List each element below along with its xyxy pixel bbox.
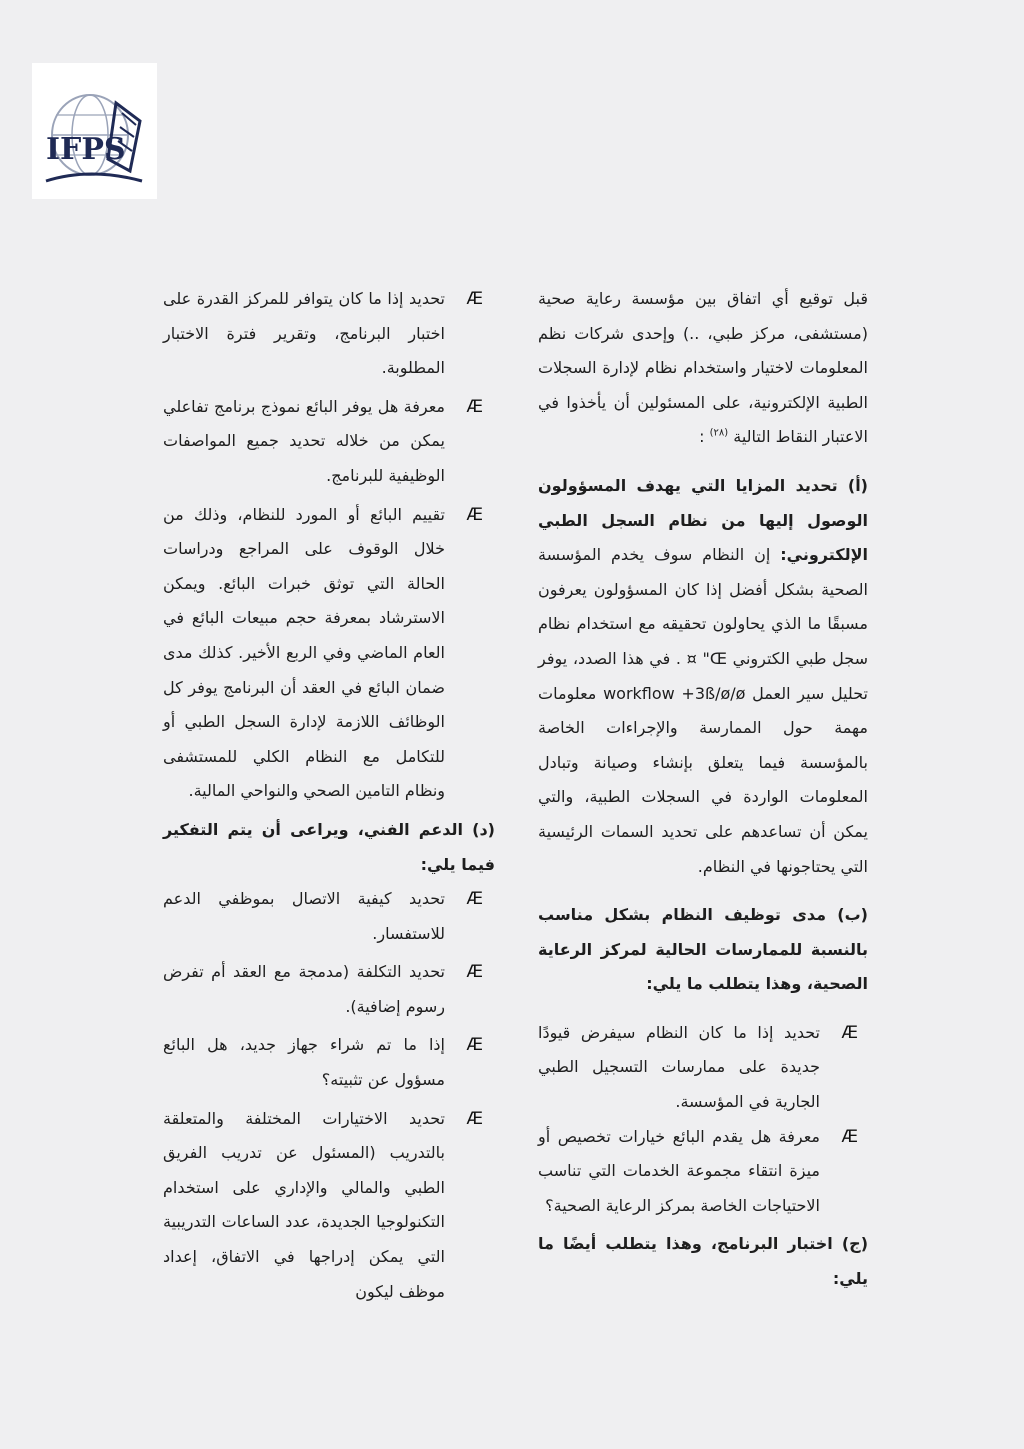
bullet-icon: Æ [466, 289, 483, 309]
section-b-list [538, 1016, 858, 1224]
section-b-heading: (ب) مدى توظيف النظام بشكل مناسب بالنسبة للممارسات الحالية لمركز الرعاية الصحية، وهذا يتطلب ما يلي: [538, 905, 868, 994]
list-item-text: تحديد كيفية الاتصال بموظفي الدعم للاستفسار. [163, 889, 445, 943]
intro-text: قبل توقيع أي اتفاق بين مؤسسة رعاية صحية (مستشفى، مركز طبي، ..) وإحدى شركات نظم المعلومات لاختيار واستخدام نظام لإدارة السجلات الطبية الإلكترونية، على المسئولين أن يأخذوا في الاعتبار النقاط التالية [538, 289, 868, 447]
intro-end: : [699, 427, 705, 447]
globe-book-logo-icon [32, 63, 157, 199]
left-column [163, 282, 495, 1309]
section-a [538, 469, 868, 884]
list-item [163, 498, 483, 809]
bullet-icon: Æ [466, 396, 483, 417]
section-c-heading: (ج) اختبار البرنامج، وهذا يتطلب أيضًا ما يلي: [538, 1234, 868, 1289]
intro-footnote-ref: (٢٨) [709, 428, 729, 440]
list-item [163, 955, 483, 1024]
list-item [538, 1120, 858, 1224]
bullet-icon: Æ [466, 1108, 483, 1129]
section-d-heading: (د) الدعم الفني، ويراعى أن يتم التفكير فيما يلي: [163, 819, 495, 874]
bullet-icon: Æ [466, 889, 483, 910]
bullet-icon: Æ [841, 1126, 858, 1147]
list-item-text: تحديد إذا ما كان يتوافر للمركز القدرة على اختبار البرنامج، وتقرير فترة الاختبار المطلوبة. [163, 289, 445, 378]
list-item-text: تحديد الاختيارات المختلفة والمتعلقة بالتدريب (المسئول عن تدريب الفريق الطبي والمالي والإداري على استخدام التكنولوجيا الجديدة، عدد الساعات التدريبية التي يمكن إدراجها في الاتفاق، إعداد موظف ليكون [163, 1108, 445, 1301]
bullet-icon: Æ [466, 962, 483, 983]
bullet-icon: Æ [841, 1022, 858, 1043]
section-a-body: إن النظام سوف يخدم المؤسسة الصحية بشكل أفضل إذا كان المسؤولون يعرفون مسبقًا ما الذي يحاولون تحقيقه مع استخدام نظام سجل طبي الكتروني Œ" ¤ . في هذا الصدد، يوفر تحليل سير العمل workflow +3ß/ø/ø معلومات مهمة حول الممارسة والإجراءات الخاصة بالمؤسسة فيما يتعلق بإنشاء وصيانة وتبادل المعلومات الواردة في السجلات الطبية، والتي يمكن أن تساعدهم على تحديد السمات الرئيسية التي يحتاجونها في النظام. [538, 545, 869, 876]
section-d-list [163, 882, 483, 1309]
list-item-text: معرفة هل يوفر البائع نموذج برنامج تفاعلي يمكن من خلاله تحديد جميع المواصفات الوظيفية للبرنامج. [163, 396, 445, 485]
list-item [163, 282, 483, 386]
right-column [538, 282, 868, 1297]
logo-text: IFPS [46, 132, 126, 167]
list-item [163, 390, 483, 494]
intro-paragraph [538, 282, 868, 455]
list-item-text: معرفة هل يقدم البائع خيارات تخصيص أو ميزة انتقاء مجموعة الخدمات التي تناسب الاحتياجات الخاصة بمركز الرعاية الصحية؟ [538, 1126, 820, 1215]
list-item-text: تحديد إذا ما كان النظام سيفرض قيودًا جديدة على ممارسات التسجيل الطبي الجارية في المؤسسة. [538, 1022, 820, 1112]
list-item [538, 1016, 858, 1120]
list-item-text: إذا ما تم شراء جهاز جديد، هل البائع مسؤول عن تثبيته؟ [163, 1035, 445, 1090]
list-item [163, 1102, 483, 1310]
list-item [163, 1028, 483, 1097]
list-item [163, 882, 483, 951]
section-c-list [163, 282, 483, 809]
bullet-icon: Æ [466, 504, 483, 525]
list-item-text: تحديد التكلفة (مدمجة مع العقد أم تفرض رسوم إضافية). [163, 962, 445, 1016]
bullet-icon: Æ [466, 1035, 483, 1056]
list-item-text: تقييم البائع أو المورد للنظام، وذلك من خلال الوقوف على المراجع ودراسات الحالة التي توثق خبرات البائع. ويمكن الاسترشاد بمعرفة حجم مبيعات البائع في العام الماضي وفي الربع الأخير. كذلك مدى ضمان البائع في العقد أن البرنامج يوفر كل الوظائف اللازمة لإدارة السجل الطبي أو للتكامل مع النظام الكلي للمستشفى ونظام التامين الصحي والنواحي المالية. [163, 504, 445, 801]
ifps-logo [32, 63, 157, 199]
section-a-heading: (أ) تحديد المزايا التي يهدف المسؤولون الوصول إليها من نظام السجل الطبي الإلكتروني: [538, 475, 868, 565]
